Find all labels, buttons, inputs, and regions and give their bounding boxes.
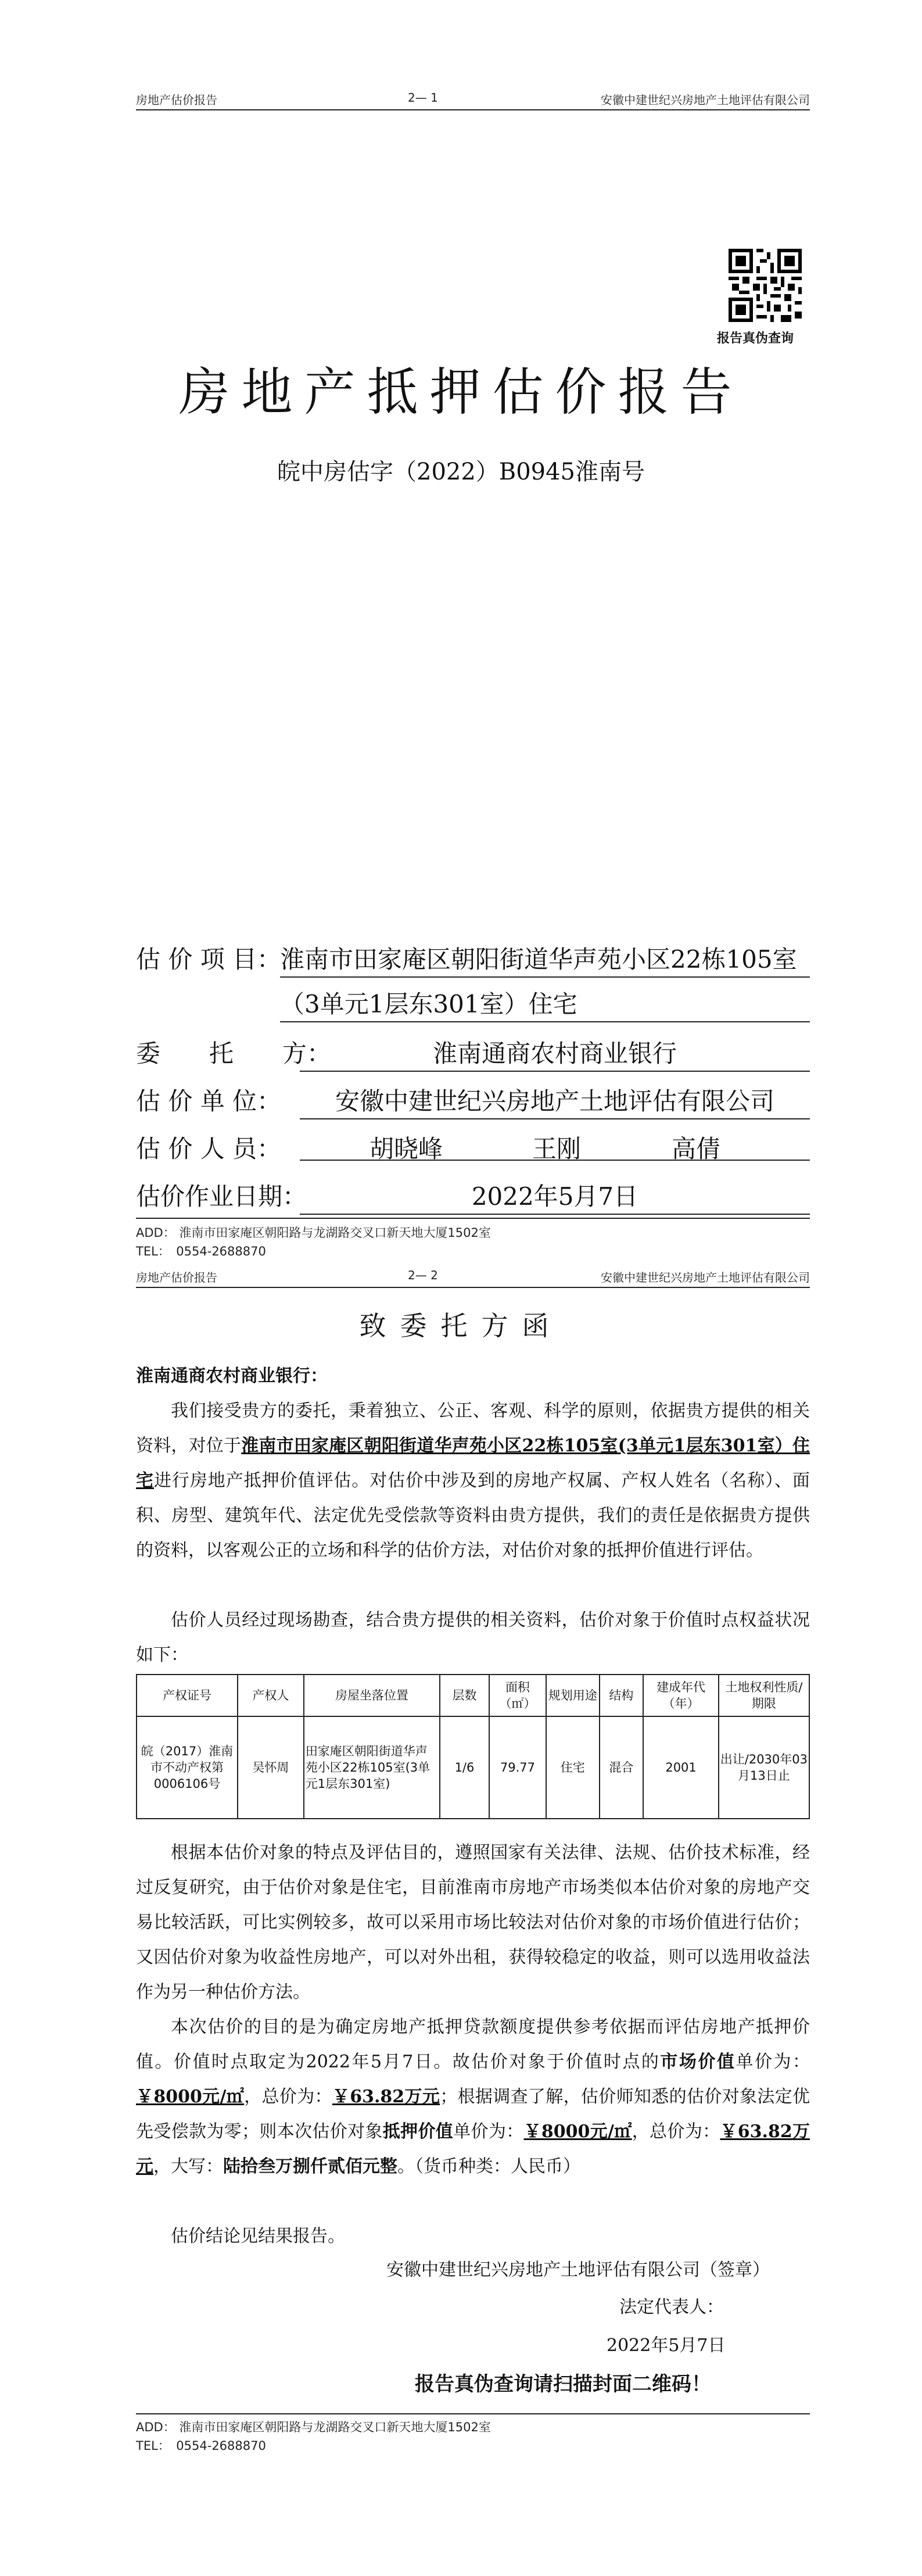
mortgage-unit-price: ￥8000元/㎡ bbox=[523, 2121, 632, 2142]
mortgage-value-label: 抵押价值 bbox=[382, 2121, 454, 2142]
qr-code-icon[interactable] bbox=[729, 249, 802, 322]
table-cell: 田家庵区朝阳街道华声苑小区22栋105室(3单元1层东301室) bbox=[304, 1716, 440, 1819]
field-client bbox=[136, 1035, 810, 1069]
document-number: 皖中房估字（2022）B0945淮南号 bbox=[277, 459, 645, 485]
letter-paragraph bbox=[136, 1836, 810, 2010]
header-company: 安徽中建世纪兴房地产土地评估有限公司 bbox=[601, 1271, 810, 1285]
field-date-value: 2022年5月7日 bbox=[300, 1178, 810, 1215]
text-run: ，总价为： bbox=[632, 2121, 720, 2142]
text-run: ，大写： bbox=[153, 2156, 223, 2177]
text-run: 单价为： bbox=[736, 2052, 810, 2072]
text-run: 估价结论见结果报告。 bbox=[171, 2226, 345, 2246]
header-page-number: 2— 1 bbox=[408, 91, 438, 105]
footer-address: ADD： 淮南市田家庵区朝阳路与龙湖路交叉口新天地大厦1502室 bbox=[136, 1226, 491, 1240]
field-client-value: 淮南通商农村商业银行 bbox=[300, 1035, 810, 1072]
property-table bbox=[136, 1674, 810, 1819]
text-run: 本次估价的目的是为确定房地产抵押贷款额度提供参考依据而评估房地产抵押价值。价值时点取定为2022年5月7日。故估价对象于价值时点的 bbox=[136, 2017, 810, 2072]
field-project-line2: （3单元1层东301室）住宅 bbox=[280, 985, 810, 1022]
footer-phone: TEL： 0554-2688870 bbox=[136, 2439, 266, 2453]
table-header-cell: 结构 bbox=[600, 1675, 644, 1716]
footer-address: ADD： 淮南市田家庵区朝阳路与龙湖路交叉口新天地大厦1502室 bbox=[136, 2420, 491, 2434]
text-run: 。（货币种类：人民币） bbox=[397, 2156, 580, 2177]
field-project-line1: 淮南市田家庵区朝阳街道华声苑小区22栋105室 bbox=[280, 940, 810, 978]
appraiser-name: 胡晓峰 bbox=[369, 1135, 443, 1163]
table-cell: 住宅 bbox=[546, 1716, 599, 1819]
field-appraiser-org-value: 安徽中建世纪兴房地产土地评估有限公司 bbox=[300, 1082, 810, 1119]
letter-paragraph bbox=[136, 2219, 810, 2254]
table-header-cell: 土地权利性质/期限 bbox=[719, 1675, 809, 1716]
table-cell: 吴怀周 bbox=[238, 1716, 304, 1819]
table-cell: 混合 bbox=[600, 1716, 644, 1819]
letter-paragraph bbox=[136, 1394, 810, 1568]
table-cell: 皖（2017）淮南市不动产权第0006106号 bbox=[137, 1716, 238, 1819]
table-header-cell: 层数 bbox=[440, 1675, 489, 1716]
market-unit-price: ￥8000元/㎡ bbox=[136, 2087, 245, 2107]
amount-in-words: 陆拾叁万捌仟贰佰元整 bbox=[223, 2156, 397, 2177]
field-appraiser-org bbox=[136, 1082, 810, 1117]
divider bbox=[136, 2413, 810, 2414]
table-header-cell: 建成年代（年） bbox=[643, 1675, 718, 1716]
page-footer bbox=[136, 1223, 491, 1261]
letter-salutation: 淮南通商农村商业银行： bbox=[136, 1366, 328, 1386]
text-run: 进行房地产抵押价值评估。对估价中涉及到的房地产权属、产权人姓名（名称）、面积、房型、建筑年代、法定优先受偿款等资料由贵方提供，我们的责任是依据贵方提供的资料，以客观公正的立场和科学的估价方法，对估价对象的抵押价值进行评估。 bbox=[136, 1471, 810, 1561]
field-project-label: 估 价 项 目： bbox=[136, 945, 282, 974]
page-header bbox=[136, 88, 810, 110]
signature-date: 2022年5月7日 bbox=[607, 2335, 726, 2356]
mortgage-total-price: ￥63.82万元 bbox=[136, 2121, 810, 2177]
table-header-cell: 产权证号 bbox=[137, 1675, 238, 1716]
field-appraisers bbox=[136, 1130, 810, 1165]
table-header-cell: 产权人 bbox=[238, 1675, 304, 1716]
table-header-row bbox=[137, 1675, 809, 1716]
page-footer bbox=[136, 2418, 491, 2455]
divider bbox=[136, 1218, 810, 1219]
appraiser-name: 高倩 bbox=[672, 1135, 721, 1163]
footer-phone: TEL： 0554-2688870 bbox=[136, 1244, 266, 1258]
text-run: 单价为： bbox=[453, 2121, 524, 2142]
verify-note: 报告真伪查询请扫描封面二维码！ bbox=[415, 2373, 711, 2396]
text-run: 我们接受贵方的委托，秉着独立、公正、客观、科学的原则，依据贵方提供的相关资料，对位于 bbox=[136, 1401, 810, 1456]
field-project-cont bbox=[136, 985, 810, 1020]
field-client-label: 委 托 方： bbox=[136, 1039, 332, 1068]
letter-title: 致委托方函 bbox=[359, 1310, 563, 1341]
table-cell: 1/6 bbox=[440, 1716, 489, 1819]
header-page-number: 2— 2 bbox=[408, 1268, 438, 1282]
table-row bbox=[137, 1716, 809, 1819]
report-title: 房地产抵押估价报告 bbox=[178, 362, 744, 422]
header-left: 房地产估价报告 bbox=[136, 93, 217, 107]
table-header-cell: 面积（㎡） bbox=[489, 1675, 546, 1716]
field-project bbox=[136, 940, 810, 975]
text-run: 估价人员经过现场勘查，结合贵方提供的相关资料，估价对象于价值时点权益状况如下： bbox=[136, 1610, 810, 1665]
header-company: 安徽中建世纪兴房地产土地评估有限公司 bbox=[601, 93, 810, 107]
header-left: 房地产估价报告 bbox=[136, 1271, 217, 1285]
text-run: ；根据调查了解，估价师知悉的估价对象法定优先受偿款为零；则本次估价对象 bbox=[136, 2087, 810, 2142]
signature-representative: 法定代表人： bbox=[619, 2297, 724, 2317]
text-run: 根据本估价对象的特点及评估目的，遵照国家有关法律、法规、估价技术标准，经过反复研究，由于估价对象是住宅，目前淮南市房地产市场类似本估价对象的房地产交易比较活跃，可比实例较多，故可以采用市场比较法对估价对象的市场价值进行估价；又因估价对象为收益性房地产，可以对外出租，获得较稳定的收益，则可以选用收益法作为另一种估价方法。 bbox=[136, 1842, 810, 2002]
table-header-cell: 规划用途 bbox=[546, 1675, 599, 1716]
field-date-label: 估价作业日期： bbox=[136, 1182, 307, 1211]
table-cell: 出让/2030年03月13日止 bbox=[719, 1716, 809, 1819]
page-header bbox=[136, 1266, 810, 1288]
market-total-price: ￥63.82万元 bbox=[332, 2087, 440, 2107]
text-run: ，总价为： bbox=[244, 2087, 332, 2107]
qr-caption: 报告真伪查询 bbox=[717, 331, 794, 346]
field-appraisers-value bbox=[300, 1130, 810, 1161]
letter-paragraph bbox=[136, 2010, 810, 2184]
field-appraiser-org-label: 估 价 单 位： bbox=[136, 1087, 282, 1115]
letter-paragraph bbox=[136, 1603, 810, 1673]
table-cell: 79.77 bbox=[489, 1716, 546, 1819]
market-value-label: 市场价值 bbox=[660, 2052, 736, 2072]
table-cell: 2001 bbox=[643, 1716, 718, 1819]
appraiser-name: 王刚 bbox=[532, 1135, 582, 1163]
field-date bbox=[136, 1178, 810, 1212]
property-address: 淮南市田家庵区朝阳街道华声苑小区22栋105室(3单元1层东301室）住宅 bbox=[136, 1436, 810, 1491]
table-header-cell: 房屋坐落位置 bbox=[304, 1675, 440, 1716]
field-appraisers-label: 估 价 人 员： bbox=[136, 1135, 282, 1163]
signature-company: 安徽中建世纪兴房地产土地评估有限公司（签章） bbox=[386, 2260, 770, 2280]
